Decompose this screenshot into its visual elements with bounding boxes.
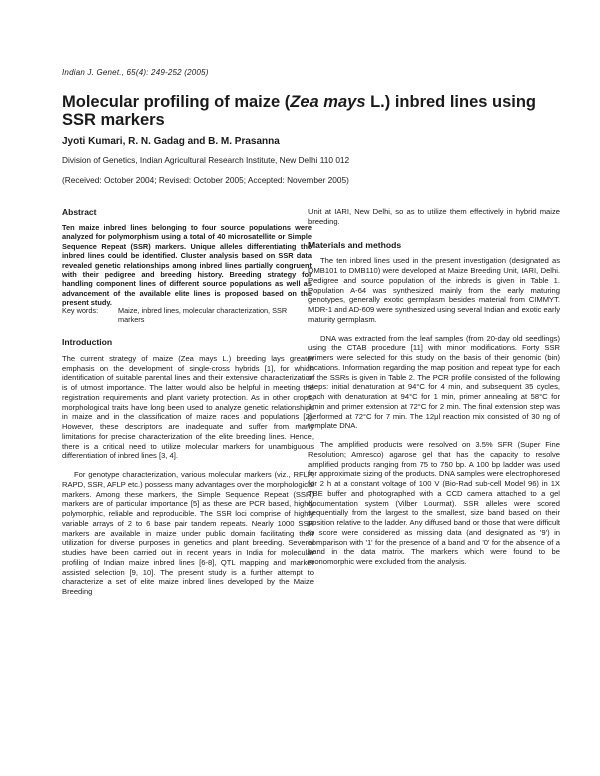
keywords-text: Maize, inbred lines, molecular characterization, SSR markers: [118, 306, 288, 325]
keywords-label: Key words:: [62, 306, 99, 315]
keywords: [62, 306, 312, 325]
journal-reference: Indian J. Genet., 65(4): 249-252 (2005): [62, 68, 209, 77]
abstract-text: Ten maize inbred lines belonging to four source populations were analyzed for polymorphism using a total of 40 microsatellite or Simple Sequence Repeat (SSR) markers. Unique alleles differentiating the inbred lines could be identified. Cluster analysis based on SSR data revealed genetic relationships among inbred lines partially congruent with their pedigree and breeding history. Breeding strategy for handling component lines of different source populations as well as advancement of the available elite lines is proposed based on the present study.: [62, 223, 312, 308]
introduction-heading: Introduction: [62, 337, 113, 347]
authors: Jyoti Kumari, R. N. Gadag and B. M. Prasanna: [62, 136, 280, 147]
continued-paragraph: Unit at IARI, New Delhi, so as to utilize them effectively in hybrid maize breeding.: [308, 207, 560, 226]
paper-title: [62, 93, 542, 129]
received-dates: (Received: October 2004; Revised: October 2005; Accepted: November 2005): [62, 175, 349, 185]
abstract-heading: Abstract: [62, 207, 97, 217]
methods-paragraph: The amplified products were resolved on 3.5% SFR (Super Fine Resolution; Amresco) agarose gel that has the capacity to resolve amplified products ranging from 75 to 750 bp. A 100 bp ladder was used for approximate sizing of the products. DNA samples were electrophoresed for 2 h at a constant voltage of 100 V (Bio-Rad sub-cell Model 96) in 1X TBE buffer and photographed with a CCD camera attached to a gel documentation system (Vilber Lourmat). SSR alleles were scored sequentially from the largest to the smallest, size band based on their position relative to the ladder. Any diffused band or those that were difficult to score were considered as missing data (and designated as '9') in comparison with '1' for the presence of a band and '0' for the absence of a band in the data matrix. The markers which were found to be monomorphic were excluded from the analysis.: [308, 440, 560, 566]
methods-heading: Materials and methods: [308, 239, 402, 250]
title-part-1: Molecular profiling of maize (: [62, 93, 291, 111]
methods-paragraph: DNA was extracted from the leaf samples (from 20-day old seedlings) using the CTAB procedure [11] with minor modifications. Forty SSR primers were selected for this study on the basis of their genomic (bin) locations. Information regarding the map position and repeat type for each of the SSRs is given in Table 2. The PCR profile consisted of the following steps: initial denaturation at 94°C for 4 min, and subsequent 35 cycles, each with denaturation at 94°C for 1 min, primer annealing at 58°C for 1min and primer extension at 72°C for 2 min. The final extension step was performed at 72°C for 7 min. The 12μl reaction mix consisted of 30 ng of template DNA.: [308, 333, 560, 431]
title-part-2: L.) inbred lines using SSR markers: [62, 93, 537, 129]
right-column: [308, 207, 560, 576]
abstract-section: [62, 207, 312, 308]
affiliation: Division of Genetics, Indian Agricultural Research Institute, New Delhi 110 012: [62, 155, 350, 165]
title-species: Zea mays: [290, 93, 366, 111]
introduction-paragraph: For genotype characterization, various molecular markers (viz., RFLP, RAPD, SSR, AFLP etc.) possess many advantages over the morphological markers. Among these markers, the Simple Sequence Repeat (SSR) markers are of particular importance [5] as these are PCR based, highly polymorphic, reliable and reproducible. The SSR loci comprise of highly variable arrays of 2 to 6 base pair tandem repeats. Nearly 1000 SSR markers are available in maize under public domain facilitating their utilization for diverse purposes in genetics and plant breeding. Several studies have been carried out in recent years in India for molecular profiling of Indian maize inbred lines [6-8], QTL mapping and marker assisted selection [9, 10]. The present study is a further attempt to characterize a set of elite maize inbred lines developed by the Maize Breeding: [62, 470, 314, 596]
left-column: [62, 338, 314, 606]
introduction-paragraph: The current strategy of maize (Zea mays L.) breeding lays greater emphasis on the development of single-cross hybrids [1], for which identification of suitable parental lines and their extensive characterization is of utmost importance. The latter would also be helpful in meeting the registration requirements and plant variety protection. As in other crops, morphological traits have long been used to analyze genetic relationships in maize and in the classification of maize races and populations [2]. However, these descriptors are inadequate and suffer from many limitations for precise characterization of the elite breeding lines. Hence, there is a critical need to utilize molecular markers for unambiguous differentiation of inbred lines [3, 4].: [62, 353, 314, 461]
methods-paragraph: The ten inbred lines used in the present investigation (designated as DMB101 to DMB110) were developed at Maize Breeding Unit, IARI, Delhi. Pedigree and source population of the inbreds is given in Table 1. Population A-64 was synthesized mainly from the early maturing genotypes, generally exotic germplasm besides material from CIMMYT. MDR-1 and AD-609 were synthesized using several Indian and exotic early maturity germplasm.: [308, 256, 560, 324]
